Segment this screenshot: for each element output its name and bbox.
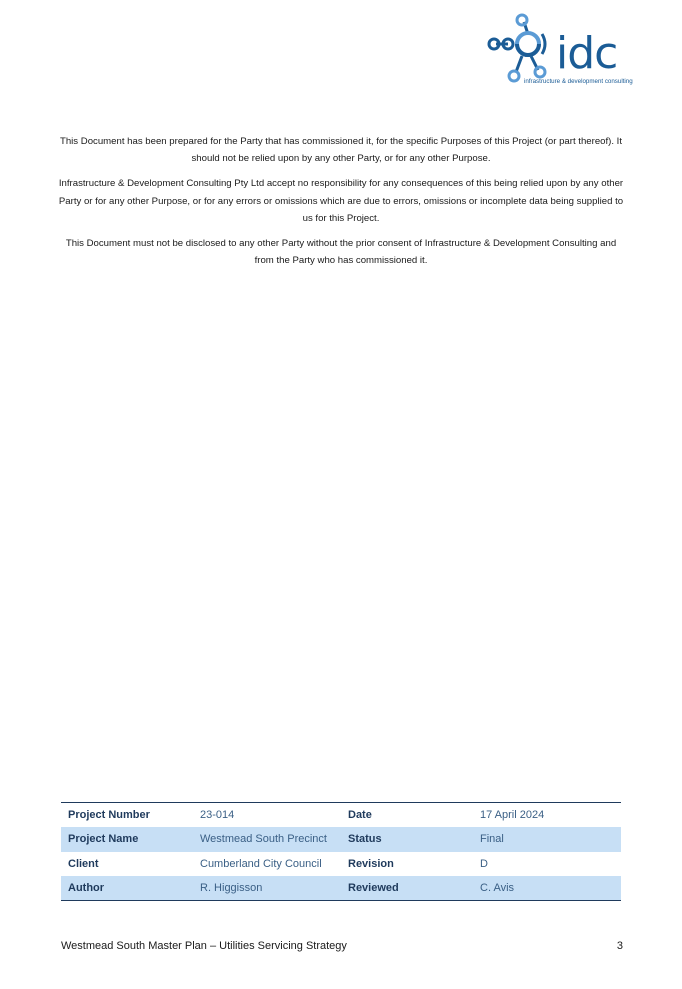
project-info-table: [61, 802, 621, 901]
page-number: 3: [616, 940, 623, 952]
project-number-label: Project Number: [61, 803, 193, 828]
footer-document-title: Westmead South Master Plan – Utilities Servicing Strategy: [61, 940, 347, 952]
author-value: R. Higgisson: [193, 876, 341, 901]
status-label: Status: [348, 833, 382, 846]
revision-label: Revision: [348, 857, 394, 870]
reviewed-value: C. Avis: [473, 876, 621, 901]
reviewed-label: Reviewed: [341, 876, 473, 901]
table-row: [61, 827, 621, 852]
project-number-value: 23-014: [193, 803, 341, 828]
disclaimer-paragraph-2: Infrastructure & Development Consulting Pty Ltd accept no responsibility for any consequences of this being relied upon by any other Party or for any other Purpose, or for any errors or omissions which are due to errors, omissions or incomplete data being supplied to us for this Project.: [58, 178, 624, 224]
author-label: Author: [61, 876, 193, 901]
project-name-label: Project Name: [68, 833, 139, 846]
status-value: Final: [480, 833, 504, 846]
company-logo: [486, 12, 633, 88]
revision-value: D: [480, 857, 488, 870]
project-name-value: Westmead South Precinct: [200, 833, 327, 846]
client-value: Cumberland City Council: [200, 857, 322, 870]
client-label: Client: [68, 857, 99, 870]
table-row: [61, 803, 621, 828]
date-label: Date: [341, 803, 473, 828]
disclaimer-paragraph-3: This Document must not be disclosed to any other Party without the prior consent of Infrastructure & Development Consulting and from the Party who has commissioned it.: [65, 238, 617, 267]
page-footer: [61, 940, 623, 952]
disclaimer-paragraph-1: This Document has been prepared for the Party that has commissioned it, for the specific Purposes of this Project (or part thereof). It should not be relied upon by any other Party, or for any other Purpose.: [59, 136, 623, 165]
table-row: [61, 852, 621, 877]
logo-wordmark: idc: [556, 28, 618, 79]
logo-tagline: infrastructure & development consulting: [524, 78, 633, 85]
date-value: 17 April 2024: [473, 803, 621, 828]
disclaimer-block: [58, 133, 624, 277]
table-row: [61, 876, 621, 901]
